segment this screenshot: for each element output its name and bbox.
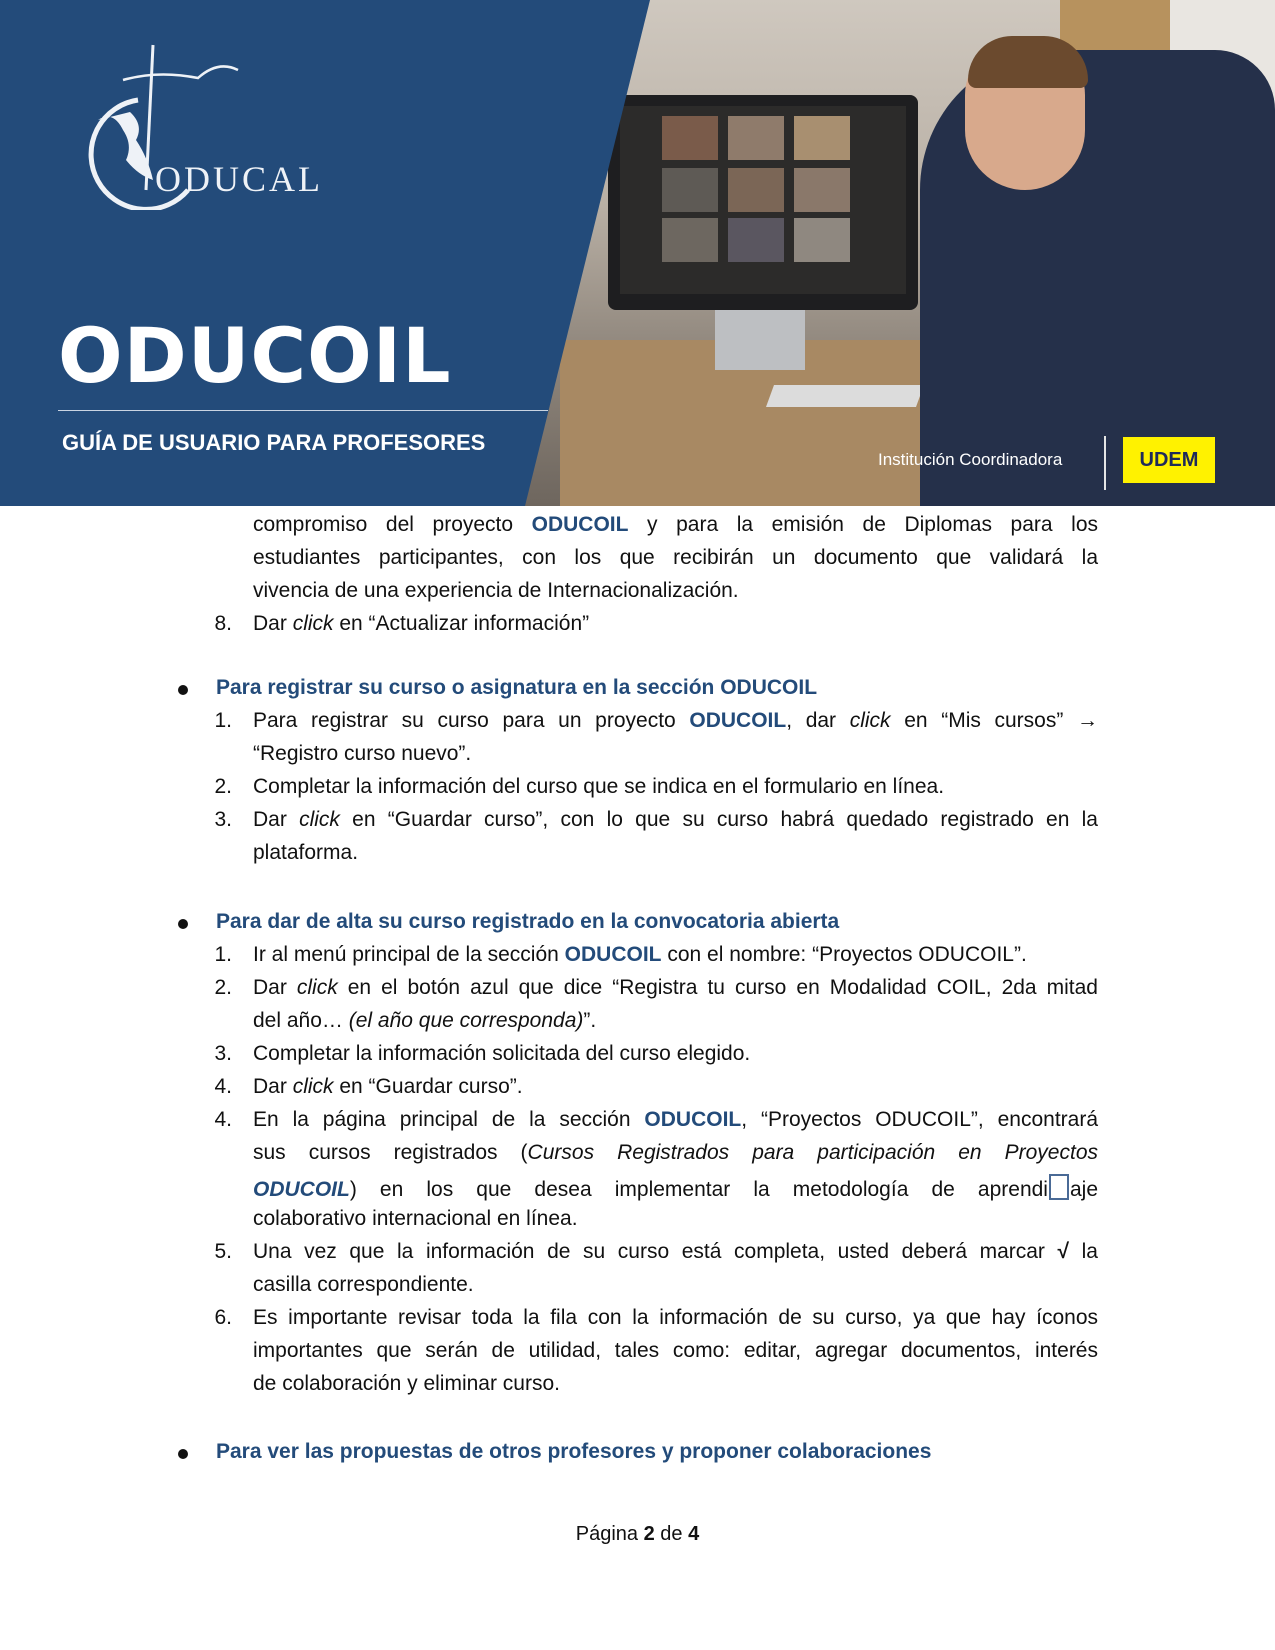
section2-item-5-cont: casilla correspondiente. [253,1273,474,1296]
coordinator-label: Institución Coordinadora [878,450,1063,469]
item-number: 3. [214,808,232,831]
section1-item-2: Completar la información del curso que se indica en el formulario en línea. [253,775,945,798]
intro-line-1: compromiso del proyecto ODUCOIL y para la emisión de Diplomas para los [253,513,1098,536]
page-subtitle: GUÍA DE USUARIO PARA PROFESORES [62,430,486,455]
bullet-icon [178,685,188,695]
section2-item-6-cont-1: importantes que serán de utilidad, tales como: editar, agregar documentos, interés [253,1339,1098,1362]
section2-item-4b-cont-2: ODUCOIL) en los que desea implementar la metodología de aprendi aje [253,1174,1098,1202]
coordinator-divider [1104,436,1106,490]
section2-item-4b-cont-3: colaborativo internacional en línea. [253,1207,578,1230]
text-cursor-box [1049,1174,1069,1200]
intro-item-8: Dar click en “Actualizar información” [253,612,590,635]
section1-item-1-cont: “Registro curso nuevo”. [253,742,472,765]
section2-item-6: Es importante revisar toda la fila con la información de su curso, ya que hay íconos [253,1306,1098,1329]
section2-item-2-cont: del año… (el año que corresponda)”. [253,1009,597,1032]
item-number: 3. [214,1042,232,1065]
keyboard [766,385,924,407]
item-number: 2. [214,976,232,999]
total-pages: 4 [688,1523,700,1545]
section2-item-4b: En la página principal de la sección ODUCOIL, “Proyectos ODUCOIL”, encontrará [253,1108,1099,1131]
section-heading-proposals: Para ver las propuestas de otros profesores y proponer colaboraciones [216,1440,932,1463]
intro-line-2: estudiantes participantes, con los que recibirán un documento que validará la [253,546,1098,569]
person-hair [968,36,1088,88]
section2-item-4: Dar click en “Guardar curso”. [253,1075,523,1098]
section2-item-1: Ir al menú principal de la sección ODUCOIL con el nombre: “Proyectos ODUCOIL”. [253,943,1027,966]
monitor-stand [715,310,805,370]
page-title: ODUCOIL [58,311,452,400]
current-page: 2 [643,1523,655,1545]
section-heading-enroll: Para dar de alta su curso registrado en la convocatoria abierta [216,910,840,933]
item-number: 2. [214,775,232,798]
video-call-screen [620,106,906,294]
item-number: 1. [214,943,232,966]
checkmark-icon: √ [1057,1240,1070,1263]
bullet-icon [178,919,188,929]
section-heading-register: Para registrar su curso o asignatura en la sección ODUCOIL [216,676,818,699]
intro-line-3: vivencia de una experiencia de Internacionalización. [253,579,739,602]
section1-item-3-cont: plataforma. [253,841,359,864]
bullet-icon [178,1449,188,1459]
section2-item-2: Dar click en el botón azul que dice “Registra tu curso en Modalidad COIL, 2da mitad [253,976,1098,999]
logo-text: ODUCAL [155,159,323,199]
item-number: 5. [214,1240,232,1263]
item-number: 6. [214,1306,232,1329]
item-number: 1. [214,709,232,732]
item-number: 4. [214,1108,232,1131]
udem-badge: UDEM [1123,437,1215,483]
section2-item-6-cont-2: de colaboración y eliminar curso. [253,1372,560,1395]
item-number: 4. [214,1075,232,1098]
page-footer: Página 2 de 4 [575,1523,700,1545]
title-divider [58,410,548,411]
section2-item-4b-cont-1: sus cursos registrados (Cursos Registrados para participación en Proyectos [253,1141,1098,1164]
section1-item-1: Para registrar su curso para un proyecto ODUCOIL, dar click en “Mis cursos” → [253,709,1098,732]
section2-item-3: Completar la información solicitada del curso elegido. [253,1042,751,1065]
section1-item-3: Dar click en “Guardar curso”, con lo que su curso habrá quedado registrado en la [253,808,1098,831]
item-number: 8. [214,612,232,635]
header-banner [0,0,1275,506]
section2-item-5: Una vez que la información de su curso está completa, usted deberá marcar √ la [253,1240,1098,1263]
